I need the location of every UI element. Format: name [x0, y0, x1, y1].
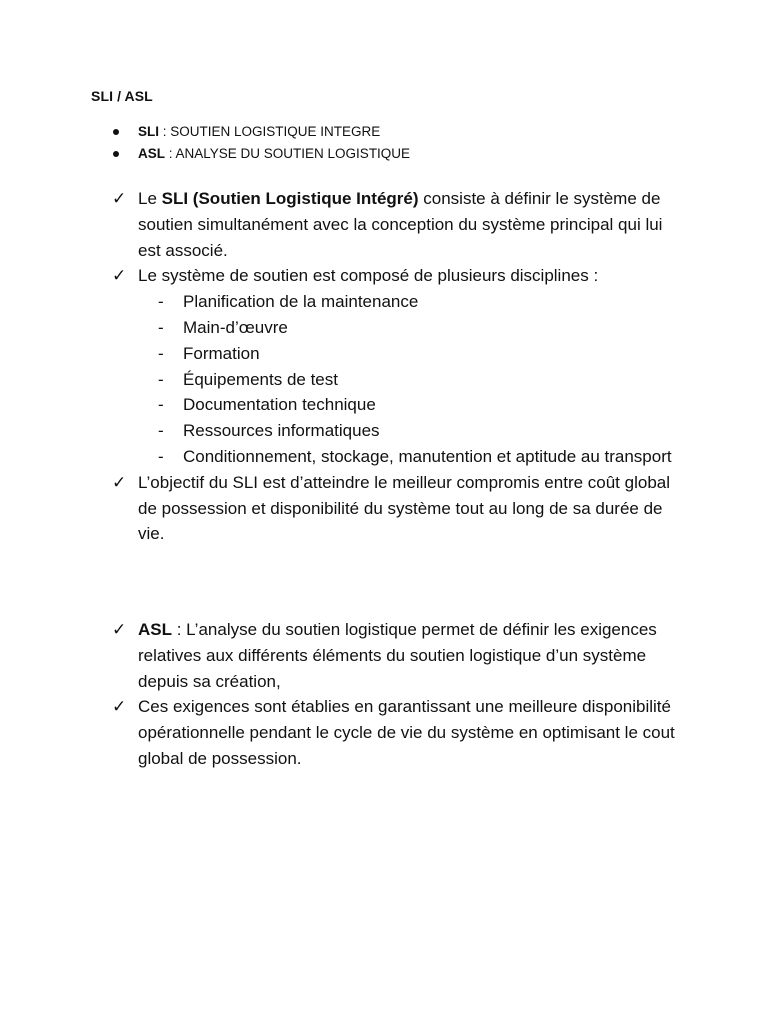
- list-item: [158, 315, 678, 341]
- list-item: [113, 121, 410, 143]
- discipline-label: Équipements de test: [183, 369, 338, 389]
- dash-icon: -: [158, 421, 164, 441]
- discipline-label: Formation: [183, 343, 260, 363]
- asl-section: [112, 617, 678, 772]
- dash-icon: -: [158, 317, 164, 337]
- dash-icon: -: [158, 292, 164, 312]
- page-title: SLI / ASL: [91, 88, 153, 104]
- list-item: [158, 418, 678, 444]
- acronym-separator: :: [159, 124, 171, 139]
- paragraph-bold: ASL: [138, 620, 172, 639]
- acronym-term: ASL: [138, 146, 165, 161]
- check-item-asl-definition: [112, 617, 678, 694]
- paragraph-text: Le système de soutien est composé de plusieurs disciplines :: [138, 266, 599, 286]
- checkmark-icon: ✓: [112, 266, 127, 286]
- bullet-dot-icon: [113, 151, 119, 157]
- acronym-definition: SOUTIEN LOGISTIQUE INTEGRE: [170, 124, 381, 139]
- sli-section: [112, 186, 678, 547]
- discipline-label: Main-d’œuvre: [183, 317, 288, 337]
- paragraph-text: Ces exigences sont établies en garantissant une meilleure disponibilité opérationnelle pendant le cycle de vie du système en optimisant le cout global de possession.: [138, 697, 675, 768]
- dash-icon: -: [158, 369, 164, 389]
- paragraph-text: L’objectif du SLI est d’atteindre le meilleur compromis entre coût global de possession et disponibilité du système tout au long de sa durée de vie.: [138, 472, 671, 544]
- checkmark-icon: ✓: [112, 620, 127, 639]
- discipline-label: Documentation technique: [183, 395, 376, 415]
- paragraph-prefix: Le: [138, 189, 162, 208]
- check-item-asl-requirements: [112, 694, 678, 771]
- check-item-sli-objective: [112, 470, 678, 547]
- paragraph-text: consiste à définir le système de soutien simultanément avec la conception du système principal qui lui est associé.: [138, 189, 663, 260]
- dash-icon: -: [158, 446, 164, 466]
- discipline-label: Planification de la maintenance: [183, 292, 419, 312]
- checkmark-icon: ✓: [112, 189, 127, 208]
- list-item: [158, 289, 678, 315]
- list-item: [158, 444, 678, 470]
- list-item: [158, 341, 678, 367]
- checkmark-icon: ✓: [112, 472, 127, 492]
- discipline-list: [138, 289, 678, 470]
- paragraph-text: : L’analyse du soutien logistique permet de définir les exigences relatives aux différents éléments du soutien logistique d’un système depuis sa création,: [138, 620, 657, 691]
- acronym-definition: ANALYSE DU SOUTIEN LOGISTIQUE: [175, 146, 411, 161]
- list-item: [158, 392, 678, 418]
- acronym-list: [113, 121, 410, 165]
- acronym-term: SLI: [138, 124, 160, 139]
- discipline-label: Conditionnement, stockage, manutention et aptitude au transport: [183, 446, 672, 466]
- dash-icon: -: [158, 343, 164, 363]
- checkmark-icon: ✓: [112, 697, 127, 717]
- list-item: [158, 367, 678, 393]
- bullet-dot-icon: [113, 129, 119, 135]
- check-item-disciplines: [112, 263, 678, 469]
- acronym-separator: :: [165, 146, 176, 161]
- check-item-sli-definition: [112, 186, 678, 263]
- discipline-label: Ressources informatiques: [183, 421, 380, 441]
- dash-icon: -: [158, 395, 164, 415]
- paragraph-bold: SLI (Soutien Logistique Intégré): [161, 189, 419, 208]
- list-item: [113, 143, 410, 165]
